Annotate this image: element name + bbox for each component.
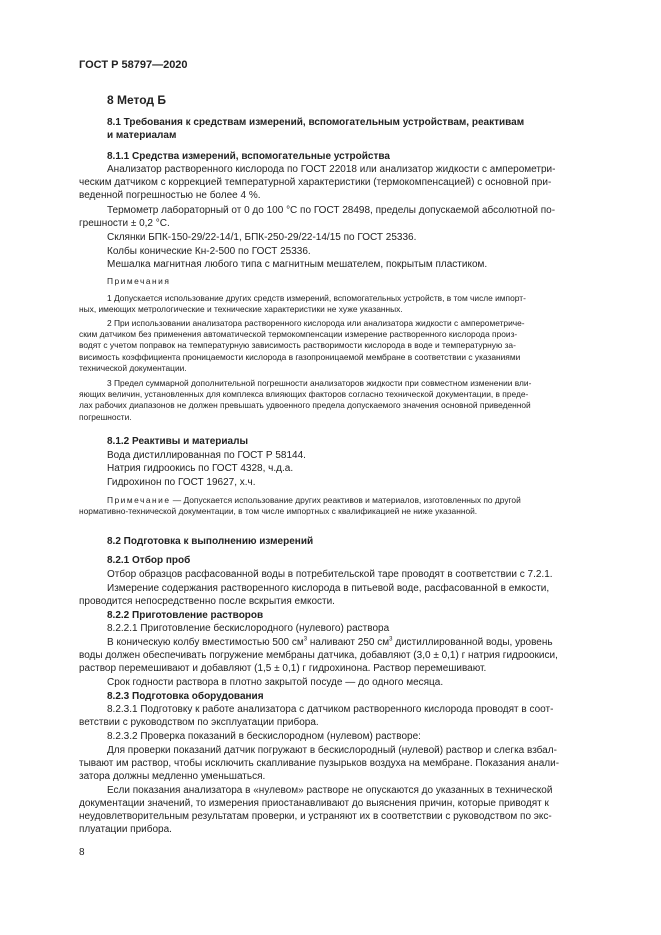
paragraph-8-2-3-1: 8.2.3.1 Подготовку к работе анализатора с датчиком растворенного кислорода проводят в соот- ветствии с руководством по эксплуатации прибора. — [79, 704, 554, 728]
note-3: 3 Предел суммарной дополнительной погрешности анализаторов жидкости при совместном изменении вли- яющих величин, установленных для комплекса влияющих факторов согласно технической документации, в преде- лах рабочих диапазонов не должен превышать удвоенного предела допускаемого значения основной приведенной погрешности. — [79, 378, 532, 422]
section-8-2-title: 8.2 Подготовка к выполнению измерений — [107, 536, 314, 547]
paragraph-check-procedure: Для проверки показаний датчик погружают в бескислородный (нулевой) раствор и слегка взбал- тывают им раствор, чтобы исключить скапливание пузырьков воздуха на мембране. Показания анали- затора должны медленно уменьшаться. — [79, 745, 560, 782]
paragraph-conical-flasks: Колбы конические Кн-2-500 по ГОСТ 25336. — [107, 246, 311, 257]
section-8-1-title: 8.1 Требования к средствам измерений, вспомогательным устройствам, реактивам и материалам — [107, 117, 525, 141]
note-2: 2 При использовании анализатора растворенного кислорода или анализатора жидкости с амперометриче- ским датчиком без применения автоматической термокомпенсации измерение растворенного кислорода произ- водят с учетом поправок на температурную зависимость растворимости кислорода в воде и температурную за- висимость коэффициента проницаемости кислорода в газопроницаемой мембране в соответствии с указаниями технической документации. — [79, 318, 525, 373]
section-8-2-1-title: 8.2.1 Отбор проб — [107, 555, 191, 566]
paragraph-shelf-life: Срок годности раствора в плотно закрытой посуде — до одного месяца. — [107, 677, 444, 688]
section-8-title: 8 Метод Б — [107, 93, 166, 107]
section-8-2-2-title: 8.2.2 Приготовление растворов — [107, 610, 264, 621]
note-1: 1 Допускается использование других средств измерений, вспомогательных устройств, в том числе импорт- ных, имеющих метрологические и технические характеристики не хуже указанных. — [79, 293, 526, 315]
section-8-1-1-title: 8.1.1 Средства измерений, вспомогательные устройства — [107, 151, 390, 162]
section-8-2-3-title: 8.2.3 Подготовка оборудования — [107, 691, 264, 702]
note-reagents: Примечание — Допускается использование других реактивов и материалов, изготовленных по другой нормативно-технической документации, в том числе импортных с квалификацией не ниже указанной. — [79, 495, 521, 517]
document-header: ГОСТ Р 58797—2020 — [79, 59, 188, 71]
section-8-1-2-title: 8.1.2 Реактивы и материалы — [107, 436, 249, 447]
paragraph-zero-solution: В коническую колбу вместимостью 500 $см^3$ наливают 250 $см^3$ дистиллированной воды, уровень воды должен обеспечивать погружение мембраны датчика, добавляют (3,0 ± 0,1) г натрия гидроокиси, раствор перемешивают и добавляют (1,5 ± 0,1) г гидрохинона. Раствор перемешивают. — [79, 636, 558, 674]
paragraph-stirrer: Мешалка магнитная любого типа с магнитным мешателем, покрытым пластиком. — [107, 259, 488, 270]
reagent-hydroquinone: Гидрохинон по ГОСТ 19627, х.ч. — [107, 477, 256, 488]
paragraph-check-failure: Если показания анализатора в «нулевом» растворе не опускаются до указанных в технической документации значений, то измерения приостанавливают до выяснения причин, которые приводят к неудовлетворительным результатам проверки, и устраняют их в соответствии с руководством по экс- плуатации прибора. — [79, 785, 553, 835]
paragraph-flasks-bpk: Склянки БПК-150-29/22-14/1, БПК-250-29/22-14/15 по ГОСТ 25336. — [107, 232, 417, 243]
section-8-2-2-1-title: 8.2.2.1 Приготовление бескислородного (нулевого) раствора — [107, 623, 390, 634]
paragraph-measurement: Измерение содержания растворенного кислорода в питьевой воде, расфасованной в емкости, проводится непосредственно после вскрытия емкости. — [79, 583, 550, 607]
page-number: 8 — [79, 847, 85, 858]
paragraph-8-2-3-2: 8.2.3.2 Проверка показаний в бескислородном (нулевом) растворе: — [107, 731, 421, 742]
reagent-water: Вода дистиллированная по ГОСТ Р 58144. — [107, 450, 306, 461]
reagent-sodium-hydroxide: Натрия гидроокись по ГОСТ 4328, ч.д.а. — [107, 463, 294, 474]
paragraph-sampling: Отбор образцов расфасованной воды в потребительской таре проводят в соответствии с 7.2.1. — [107, 569, 553, 580]
paragraph-thermometer: Термометр лабораторный от 0 до 100 °С по ГОСТ 28498, пределы допускаемой абсолютной по- грешности ± 0,2 °С. — [79, 205, 556, 229]
notes-title: Примечания — [107, 276, 171, 286]
paragraph-analyzer: Анализатор растворенного кислорода по ГОСТ 22018 или анализатор жидкости с амперометри- ческим датчиком с коррекцией температурной характеристики (термокомпенсацией) с основной при- веденной погрешностью не более 4 %. — [79, 164, 556, 201]
